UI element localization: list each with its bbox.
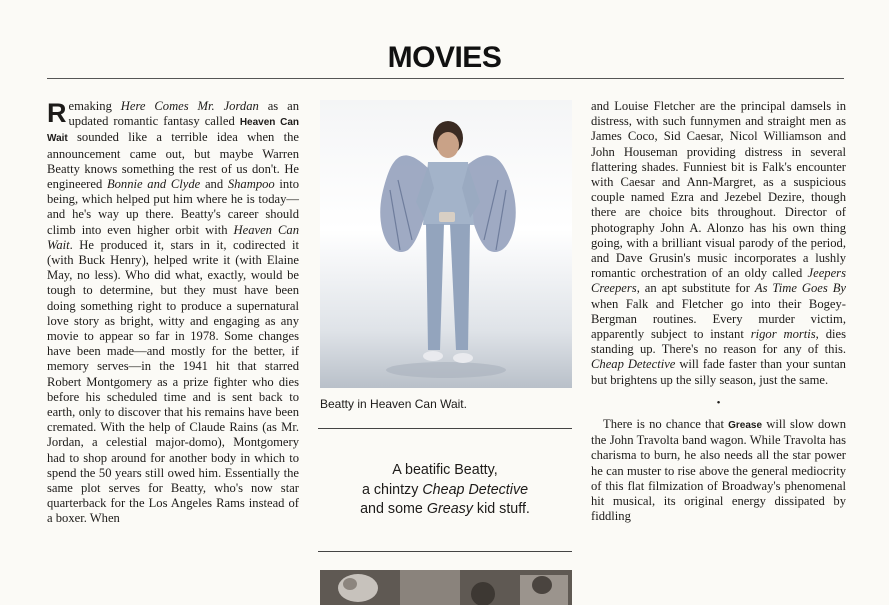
pull-quote-line-3 — [318, 500, 572, 520]
song-title: Jeepers Creepers — [591, 266, 846, 296]
text-run: kid stuff. — [472, 501, 530, 517]
text-run: sounded like a terrible idea when the announcement came out, but maybe Warren Beatty knows something the rest of us don't. He engineered — [47, 130, 299, 192]
article-paragraph — [47, 99, 299, 527]
section-bullet: • — [716, 396, 721, 409]
text-run: into being, which helped put him where he is today—and he's way up there. Beatty's career should climb into even higher orbit with — [47, 177, 299, 237]
pullquote-rule-bottom — [318, 551, 572, 552]
text-run: will slow down the John Travolta band wagon. While Travolta has charisma to burn, he also needs all the star power he can muster to rise above the general mediocrity of this flat filmization of Broadway's phenomenal hit musical, its original energy dissipated by fiddling — [591, 417, 846, 524]
article-column-1 — [47, 99, 299, 527]
film-title: Here Comes Mr. Jordan — [120, 99, 259, 113]
text-run: , an apt substitute for — [636, 281, 755, 296]
section-title: MOVIES — [387, 41, 502, 74]
article-column-3 — [591, 99, 846, 524]
article-paragraph — [591, 99, 846, 388]
text-run: and Louise Fletcher are the principal damsels in distress, with such funnymen and straight men as James Coco, Sid Caesar, Nicol Williamson and John Houseman providing distress in several flattering shades. Funniest bit is Falk's encounter with Caesar and Ann-Margret, as a suspicious couple named Ezra and Jezebel Dezire, though there are choice bits throughout. Director of photography John A. Alonzo has his own thing going, with a brilliant visual parody of the period, and Dave Grusin's music incorporates a lushly romantic orchestration of an oldy called — [591, 99, 846, 281]
text-run: emaking — [68, 99, 121, 113]
pull-quote-line-1: A beatific Beatty, — [392, 462, 498, 478]
text-run: will fade faster than your suntan but brightens up the silly season, just the same. — [591, 357, 846, 387]
film-title: Cheap Detective — [422, 481, 529, 498]
text-run: and — [200, 177, 228, 192]
beatty-photo — [320, 100, 572, 388]
article-paragraph — [591, 417, 846, 524]
caption-text: Beatty in Heaven Can Wait. — [320, 397, 467, 411]
film-still-photo — [320, 570, 572, 605]
drop-cap: R — [47, 98, 67, 128]
angel-figure-illustration — [320, 100, 572, 388]
film-title: Shampoo — [227, 177, 275, 192]
film-title: Heaven Can Wait — [47, 222, 299, 252]
pull-quote-line-2 — [318, 481, 572, 501]
pull-quote — [318, 461, 572, 520]
header-rule — [47, 78, 844, 79]
song-title: As Time Goes By — [754, 281, 846, 296]
photo-caption — [320, 397, 572, 411]
film-still-illustration — [320, 570, 572, 605]
text-run: as an updated romantic fantasy called — [68, 99, 299, 129]
text-run: a chintzy — [361, 481, 423, 498]
text-run: when Falk and Fletcher go into their Bogey-Bergman routines. Every murder victim, apparently subject to instant — [591, 296, 846, 342]
film-title: Cheap Detective — [591, 357, 676, 372]
text-run: , dies standing up. There's no reason for any of this. — [591, 327, 846, 357]
text-run: . He produced it, stars in it, codirected it (with Buck Henry), helped write it (with Elaine May, no less). Who did what, exactly, would be tough to determine, but they must have been doing something right to produce a supernatural love story as bright, witty and engaging as any movie to appear so far in 1978. Some changes have been made—and mostly for the better, if memory serves—in the 1941 hit that starred Robert Montgomery as a prize fighter who dies before his scheduled time and is sent back to earth, only to discover that his remains have been cremated. With the help of Claude Rains (as Mr. Jordan, a celestial major-domo), Montgomery had to shop around for another body in which to spend the 50 years still owed him. Essentially the same plot serves for Beatty, who's now star quarterback for the Los Angeles Rams instead of a boxer. When — [47, 237, 299, 526]
text-run: and some — [360, 501, 427, 517]
text-run: There is no chance that — [603, 417, 729, 432]
film-title: Greasy — [426, 501, 473, 517]
film-title: Grease — [728, 420, 763, 432]
film-title: Bonnie and Clyde — [106, 177, 201, 192]
italic-phrase: rigor mortis — [750, 327, 816, 342]
pullquote-rule-top — [318, 428, 572, 429]
film-title: Heaven Can Wait — [47, 117, 299, 145]
